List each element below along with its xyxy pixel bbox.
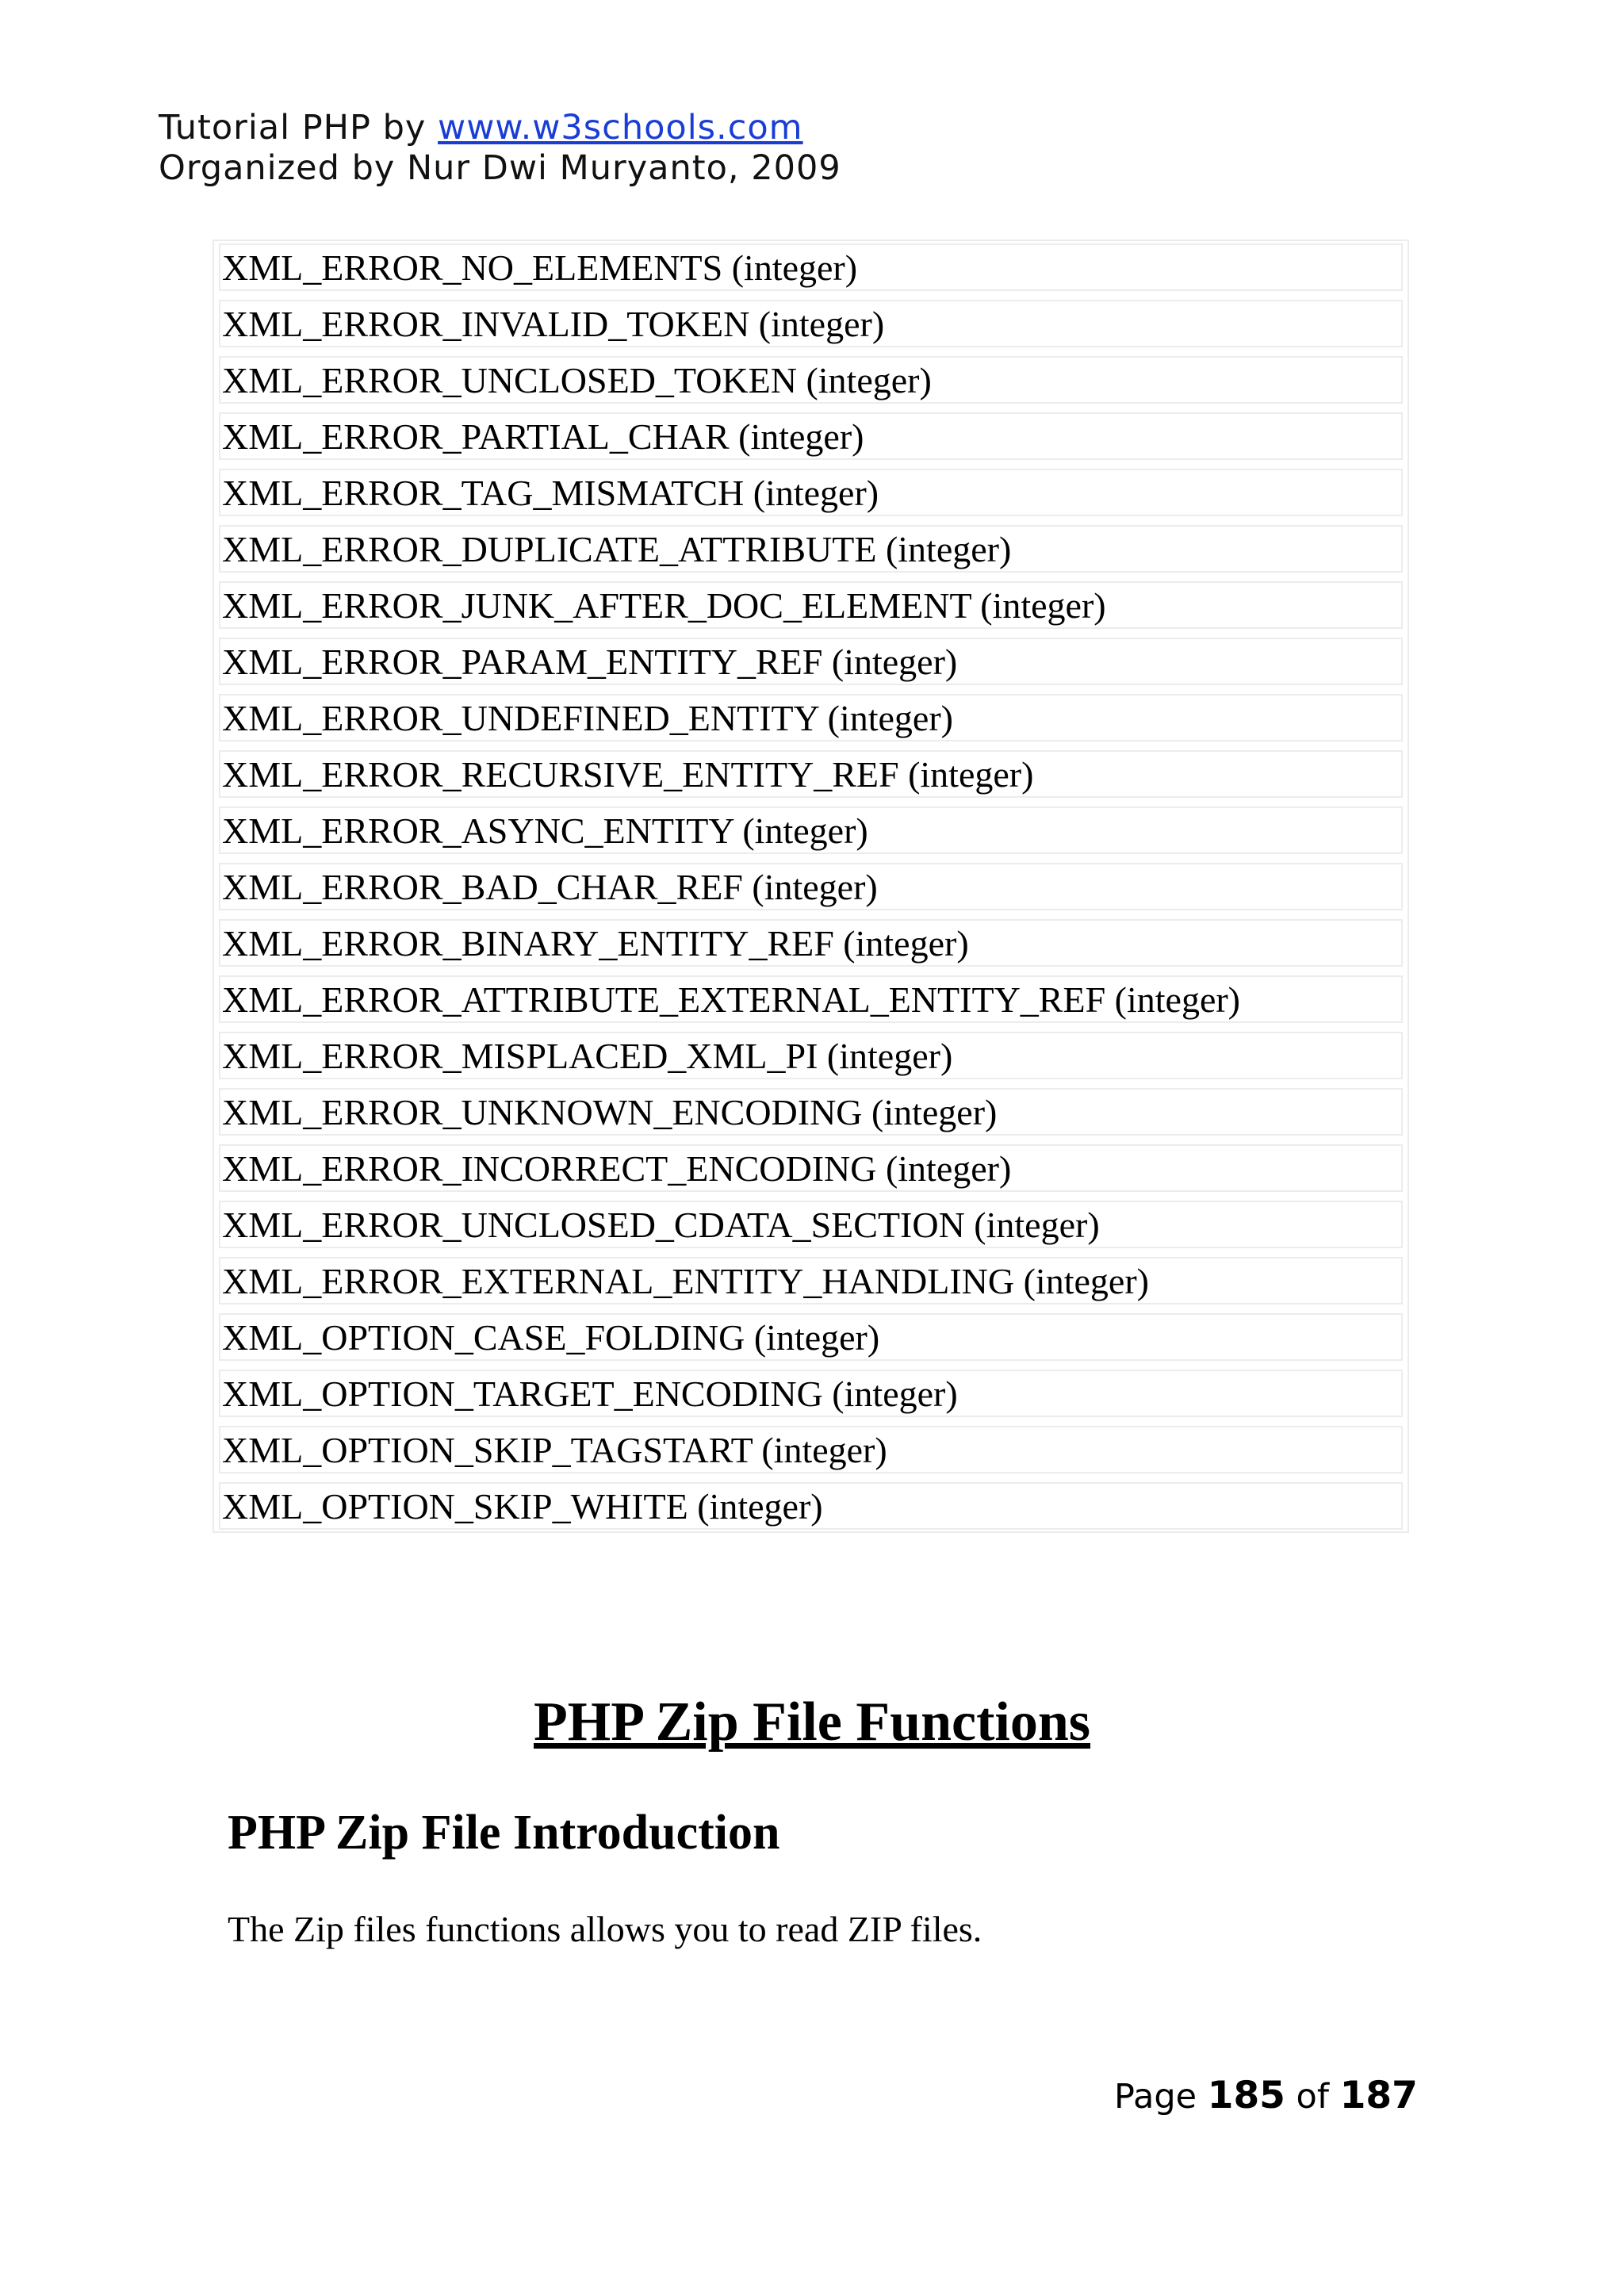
table-row: XML_OPTION_CASE_FOLDING (integer) — [219, 1313, 1403, 1361]
table-row: XML_ERROR_NO_ELEMENTS (integer) — [219, 243, 1403, 291]
table-row: XML_OPTION_TARGET_ENCODING (integer) — [219, 1370, 1403, 1417]
table-row: XML_ERROR_INCORRECT_ENCODING (integer) — [219, 1144, 1403, 1192]
table-row: XML_ERROR_UNCLOSED_TOKEN (integer) — [219, 356, 1403, 404]
header-line-1 — [159, 108, 841, 148]
page-current: 185 — [1207, 2074, 1285, 2117]
table-row: XML_ERROR_UNCLOSED_CDATA_SECTION (integer) — [219, 1201, 1403, 1248]
table-row: XML_ERROR_ATTRIBUTE_EXTERNAL_ENTITY_REF (integer) — [219, 975, 1403, 1023]
table-row: XML_ERROR_JUNK_AFTER_DOC_ELEMENT (integer) — [219, 581, 1403, 629]
header-prefix: Tutorial PHP by — [159, 108, 439, 148]
table-row: XML_ERROR_BINARY_ENTITY_REF (integer) — [219, 919, 1403, 967]
table-row: XML_ERROR_MISPLACED_XML_PI (integer) — [219, 1032, 1403, 1079]
page-number — [1114, 2074, 1418, 2119]
table-row: XML_ERROR_RECURSIVE_ENTITY_REF (integer) — [219, 750, 1403, 798]
intro-paragraph: The Zip files functions allows you to read ZIP files. — [228, 1909, 982, 1949]
table-row: XML_ERROR_UNKNOWN_ENCODING (integer) — [219, 1088, 1403, 1136]
table-row: XML_ERROR_TAG_MISMATCH (integer) — [219, 469, 1403, 516]
table-row: XML_OPTION_SKIP_TAGSTART (integer) — [219, 1426, 1403, 1473]
table-row: XML_ERROR_ASYNC_ENTITY (integer) — [219, 807, 1403, 854]
table-row: XML_ERROR_PARAM_ENTITY_REF (integer) — [219, 638, 1403, 685]
page-total: 187 — [1339, 2074, 1418, 2117]
table-row: XML_ERROR_INVALID_TOKEN (integer) — [219, 300, 1403, 347]
w3schools-link[interactable]: www.w3schools.com — [438, 108, 803, 148]
xml-constants-table — [213, 239, 1409, 1533]
table-row: XML_OPTION_SKIP_WHITE (integer) — [219, 1482, 1403, 1530]
table-row: XML_ERROR_UNDEFINED_ENTITY (integer) — [219, 694, 1403, 741]
table-row: XML_ERROR_EXTERNAL_ENTITY_HANDLING (integer) — [219, 1257, 1403, 1305]
table-row: XML_ERROR_BAD_CHAR_REF (integer) — [219, 863, 1403, 910]
page-label: Page — [1114, 2077, 1208, 2117]
document-header — [159, 108, 841, 189]
table-row: XML_ERROR_DUPLICATE_ATTRIBUTE (integer) — [219, 525, 1403, 573]
subsection-title: PHP Zip File Introduction — [228, 1806, 780, 1860]
header-line-2: Organized by Nur Dwi Muryanto, 2009 — [159, 148, 841, 188]
table-row: XML_ERROR_PARTIAL_CHAR (integer) — [219, 412, 1403, 460]
section-title: PHP Zip File Functions — [533, 1692, 1091, 1753]
page-of: of — [1285, 2077, 1340, 2117]
